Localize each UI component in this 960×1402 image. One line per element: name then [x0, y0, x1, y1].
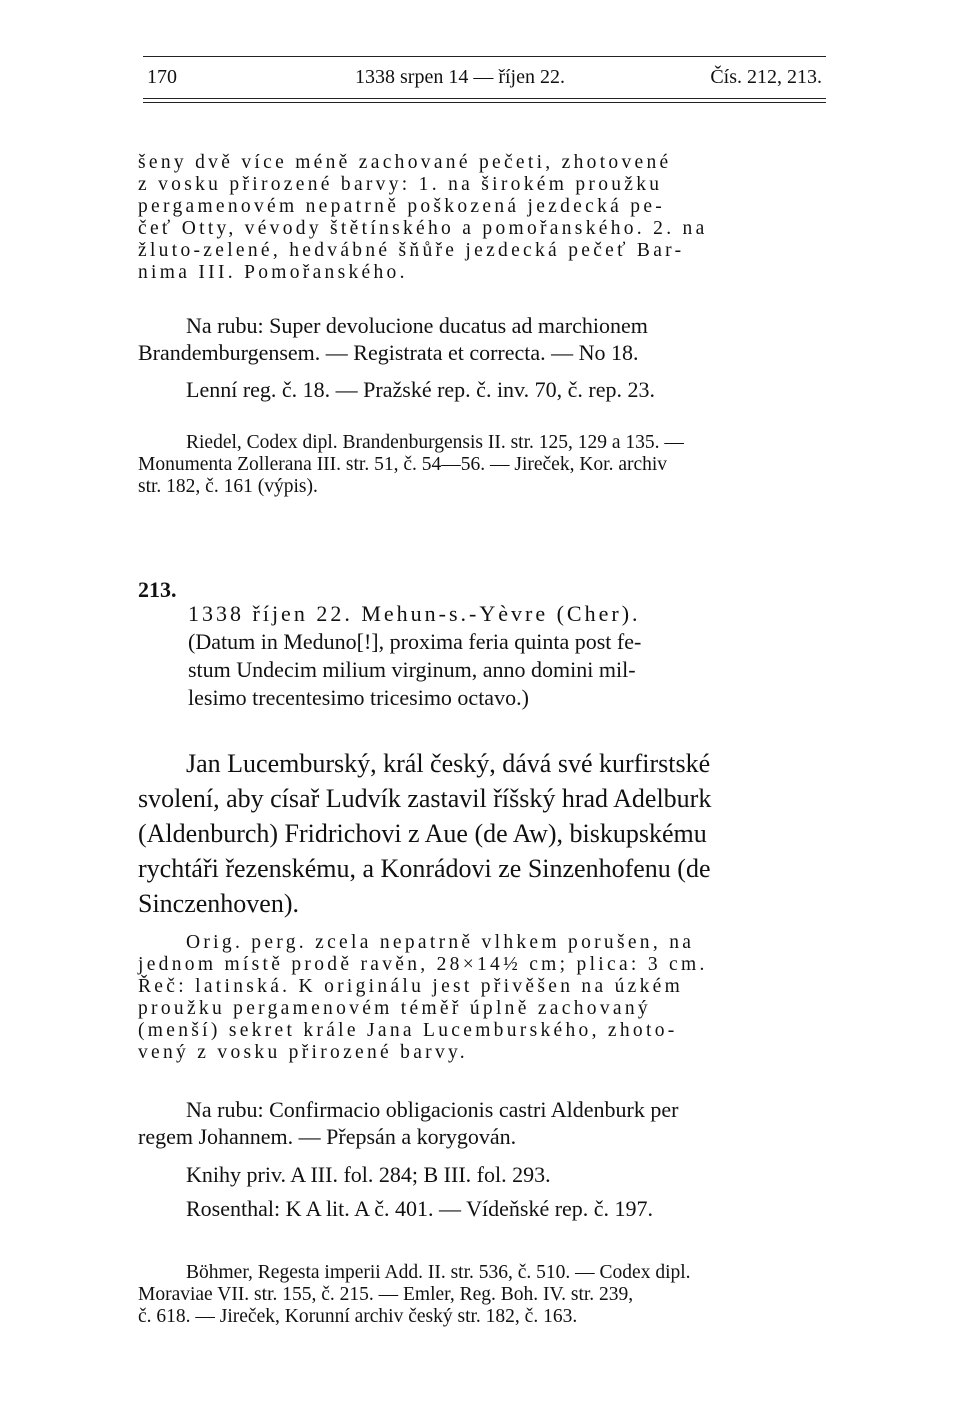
text-line: pergamenovém nepatrně poškozená jezdecká pe-: [138, 196, 666, 217]
entry-number: 213.: [138, 577, 177, 602]
text-line: Jan Lucemburský, král český, dává své kurfirstské: [186, 749, 711, 778]
prev-entry-registers: [138, 376, 828, 403]
header-rule-bottom: [143, 98, 826, 103]
text-line: regem Johannem. — Přepsán a korygován.: [138, 1124, 517, 1149]
text-line: Knihy priv. A III. fol. 284; B III. fol. 293.: [186, 1162, 551, 1187]
text-line: lesimo trecentesimo tricesimo octavo.): [188, 685, 529, 710]
text-line: Moraviae VII. str. 155, č. 215. — Emler, Reg. Boh. IV. str. 239,: [138, 1284, 634, 1305]
text-line: Böhmer, Regesta imperii Add. II. str. 536, č. 510. — Codex dipl.: [186, 1262, 691, 1283]
text-line: z vosku přirozené barvy: 1. na širokém proužku: [138, 174, 663, 195]
prev-entry-description: [138, 152, 828, 284]
text-line: Riedel, Codex dipl. Brandenburgensis II. str. 125, 129 a 135. —: [186, 432, 684, 453]
text-line: Lenní reg. č. 18. — Pražské rep. č. inv. 70, č. rep. 23.: [186, 377, 655, 402]
text-line: Monumenta Zollerana III. str. 51, č. 54—56. — Jireček, Kor. archiv: [138, 454, 668, 475]
header-date-range: 1338 srpen 14 — říjen 22.: [355, 66, 565, 88]
text-line: str. 182, č. 161 (výpis).: [138, 476, 318, 497]
text-line: jednom místě prodě ravěn, 28×14½ cm; plica: 3 cm.: [138, 954, 708, 975]
text-line: Orig. perg. zcela nepatrně vlhkem porušen, na: [186, 932, 695, 953]
header-document-numbers: Čís. 212, 213.: [710, 66, 822, 88]
entry-heading: [188, 600, 828, 712]
text-line: č. 618. — Jireček, Korunní archiv český str. 182, č. 163.: [138, 1306, 578, 1327]
entry-registers: [138, 1158, 828, 1226]
text-line: šeny dvě více méně zachované pečeti, zhotovené: [138, 152, 672, 173]
text-line: žluto-zelené, hedvábné šňůře jezdecká pečeť Bar-: [138, 240, 685, 261]
text-line: (Aldenburch) Fridrichovi z Aue (de Aw), biskupskému: [138, 819, 707, 848]
text-line: (Datum in Meduno[!], proxima feria quinta post fe-: [188, 629, 642, 654]
text-line: svolení, aby císař Ludvík zastavil říšský hrad Adelburk: [138, 784, 712, 813]
text-line: stum Undecim milium virginum, anno domini mil-: [188, 657, 636, 682]
text-line: Brandemburgensem. — Registrata et correcta. — No 18.: [138, 340, 639, 365]
text-line: (menší) sekret krále Jana Lucemburského, zhoto-: [138, 1020, 678, 1041]
text-line: rychtáři řezenskému, a Konrádovi ze Sinzenhofenu (de: [138, 854, 711, 883]
text-line: Sinczenhoven).: [138, 889, 300, 918]
text-line: proužku pergamenovém téměř úplně zachovaný: [138, 998, 651, 1019]
entry-description: [138, 932, 828, 1064]
prev-entry-dorsal-note: [138, 312, 828, 366]
entry-date-place: 1338 říjen 22. Mehun-s.-Yèvre (Cher).: [188, 601, 641, 626]
text-line: Na rubu: Super devolucione ducatus ad marchionem: [186, 313, 648, 338]
page-number: 170: [147, 66, 177, 88]
text-line: čeť Otty, vévody štětínského a pomořanského. 2. na: [138, 218, 708, 239]
entry-dorsal-note: [138, 1096, 828, 1150]
text-line: Rosenthal: K A lit. A č. 401. — Vídeňské rep. č. 197.: [186, 1196, 654, 1221]
text-line: nima III. Pomořanského.: [138, 262, 408, 283]
text-line: vený z vosku přirozené barvy.: [138, 1042, 468, 1063]
entry-regest: [138, 746, 828, 921]
prev-entry-literature: [138, 432, 828, 498]
text-line: Na rubu: Confirmacio obligacionis castri Aldenburk per: [186, 1097, 679, 1122]
entry-literature: [138, 1262, 828, 1328]
text-line: Řeč: latinská. K originálu jest přivěšen na úzkém: [138, 976, 684, 997]
header-rule-top: [143, 56, 826, 57]
